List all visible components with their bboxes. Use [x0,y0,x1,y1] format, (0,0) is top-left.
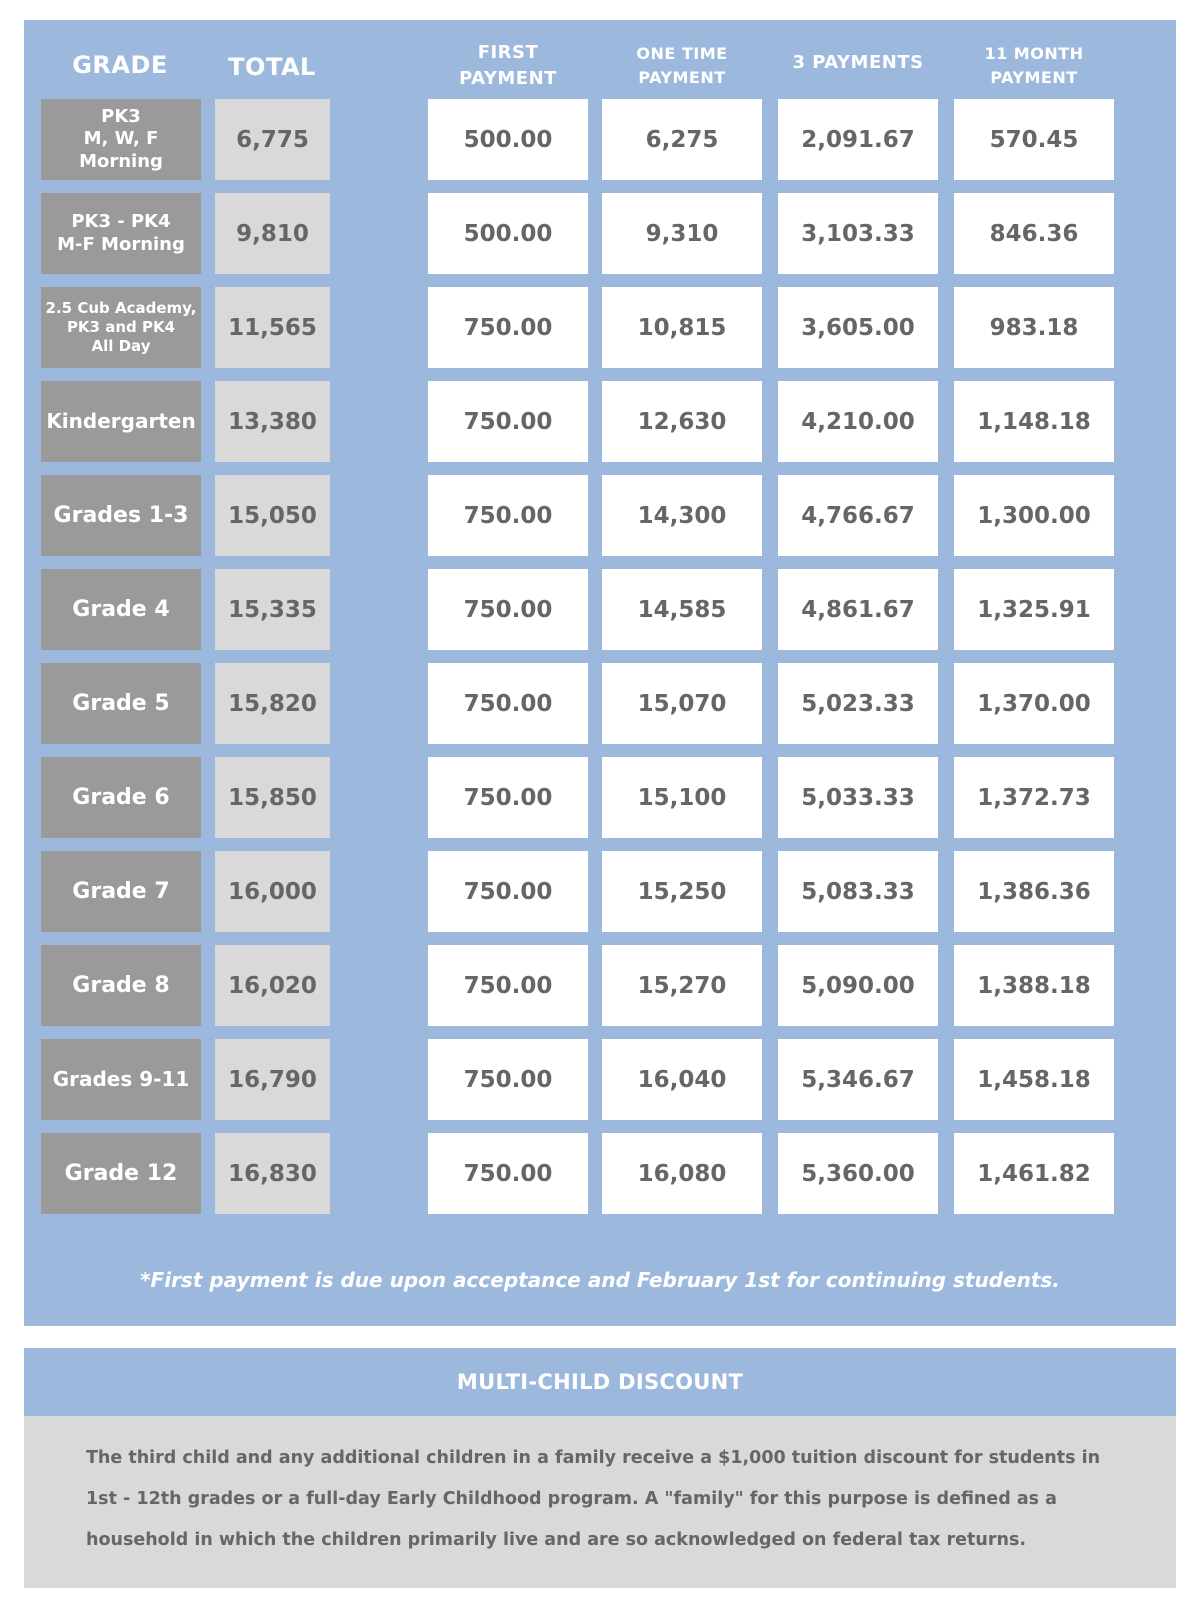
total-cell: 16,020 [215,945,330,1026]
one-time-payment-cell: 14,585 [602,569,762,650]
one-time-payment-cell: 12,630 [602,381,762,462]
grade-cell: 2.5 Cub Academy, PK3 and PK4 All Day [41,287,201,368]
three-payments-cell: 5,023.33 [778,663,938,744]
multi-child-discount-text: The third child and any additional children in a family receive a $1,000 tuition discount for students in 1st - 12th grades or a full-day Early Childhood program. A "family" for this purpose is defined as a household in which the children primarily live and are so acknowledged on federal tax returns. [24,1416,1176,1588]
header-3-payments: 3 PAYMENTS [792,52,924,73]
eleven-month-payment-cell: 846.36 [954,193,1114,274]
total-cell: 16,830 [215,1133,330,1214]
first-payment-cell: 750.00 [428,1039,588,1120]
eleven-month-payment-cell: 1,372.73 [954,757,1114,838]
first-payment-cell: 750.00 [428,569,588,650]
three-payments-cell: 3,103.33 [778,193,938,274]
one-time-payment-cell: 15,250 [602,851,762,932]
three-payments-cell: 5,346.67 [778,1039,938,1120]
grade-cell: Grade 6 [41,757,201,838]
one-time-payment-cell: 15,100 [602,757,762,838]
tuition-table-panel [24,20,1176,1326]
header-one-time-payment: ONE TIME PAYMENT [636,44,728,87]
one-time-payment-cell: 15,070 [602,663,762,744]
three-payments-cell: 4,861.67 [778,569,938,650]
three-payments-cell: 5,083.33 [778,851,938,932]
three-payments-cell: 5,360.00 [778,1133,938,1214]
first-payment-cell: 750.00 [428,851,588,932]
eleven-month-payment-cell: 1,388.18 [954,945,1114,1026]
first-payment-cell: 750.00 [428,287,588,368]
one-time-payment-cell: 14,300 [602,475,762,556]
first-payment-cell: 500.00 [428,99,588,180]
total-cell: 6,775 [215,99,330,180]
one-time-payment-cell: 16,040 [602,1039,762,1120]
three-payments-cell: 5,090.00 [778,945,938,1026]
grade-cell: Grade 4 [41,569,201,650]
eleven-month-payment-cell: 570.45 [954,99,1114,180]
first-payment-cell: 750.00 [428,663,588,744]
total-cell: 16,790 [215,1039,330,1120]
total-cell: 15,850 [215,757,330,838]
one-time-payment-cell: 9,310 [602,193,762,274]
grade-cell: Grade 8 [41,945,201,1026]
grade-cell: Grades 1-3 [41,475,201,556]
total-cell: 11,565 [215,287,330,368]
eleven-month-payment-cell: 1,386.36 [954,851,1114,932]
eleven-month-payment-cell: 1,370.00 [954,663,1114,744]
footnote: *First payment is due upon acceptance and February 1st for continuing students. [140,1268,1060,1292]
one-time-payment-cell: 6,275 [602,99,762,180]
three-payments-cell: 2,091.67 [778,99,938,180]
eleven-month-payment-cell: 1,148.18 [954,381,1114,462]
three-payments-cell: 3,605.00 [778,287,938,368]
eleven-month-payment-cell: 1,325.91 [954,569,1114,650]
first-payment-cell: 500.00 [428,193,588,274]
total-cell: 15,335 [215,569,330,650]
eleven-month-payment-cell: 1,458.18 [954,1039,1114,1120]
first-payment-cell: 750.00 [428,945,588,1026]
grade-cell: Grade 5 [41,663,201,744]
total-cell: 15,820 [215,663,330,744]
one-time-payment-cell: 10,815 [602,287,762,368]
one-time-payment-cell: 16,080 [602,1133,762,1214]
one-time-payment-cell: 15,270 [602,945,762,1026]
total-cell: 9,810 [215,193,330,274]
grade-cell: PK3 - PK4 M-F Morning [41,193,201,274]
header-first-payment: FIRST PAYMENT [459,42,557,89]
grade-cell: Grade 12 [41,1133,201,1214]
grade-cell: Grades 9-11 [41,1039,201,1120]
grade-cell: Grade 7 [41,851,201,932]
grade-cell: PK3 M, W, F Morning [41,99,201,180]
first-payment-cell: 750.00 [428,1133,588,1214]
first-payment-cell: 750.00 [428,757,588,838]
header-total: TOTAL [228,53,316,81]
total-cell: 15,050 [215,475,330,556]
three-payments-cell: 4,210.00 [778,381,938,462]
grade-cell: Kindergarten [41,381,201,462]
header-grade: GRADE [72,51,168,79]
first-payment-cell: 750.00 [428,381,588,462]
header-11-month-payment: 11 MONTH PAYMENT [984,44,1084,87]
eleven-month-payment-cell: 1,461.82 [954,1133,1114,1214]
three-payments-cell: 5,033.33 [778,757,938,838]
total-cell: 13,380 [215,381,330,462]
three-payments-cell: 4,766.67 [778,475,938,556]
total-cell: 16,000 [215,851,330,932]
eleven-month-payment-cell: 1,300.00 [954,475,1114,556]
multi-child-discount-title: MULTI-CHILD DISCOUNT [24,1348,1176,1416]
first-payment-cell: 750.00 [428,475,588,556]
eleven-month-payment-cell: 983.18 [954,287,1114,368]
